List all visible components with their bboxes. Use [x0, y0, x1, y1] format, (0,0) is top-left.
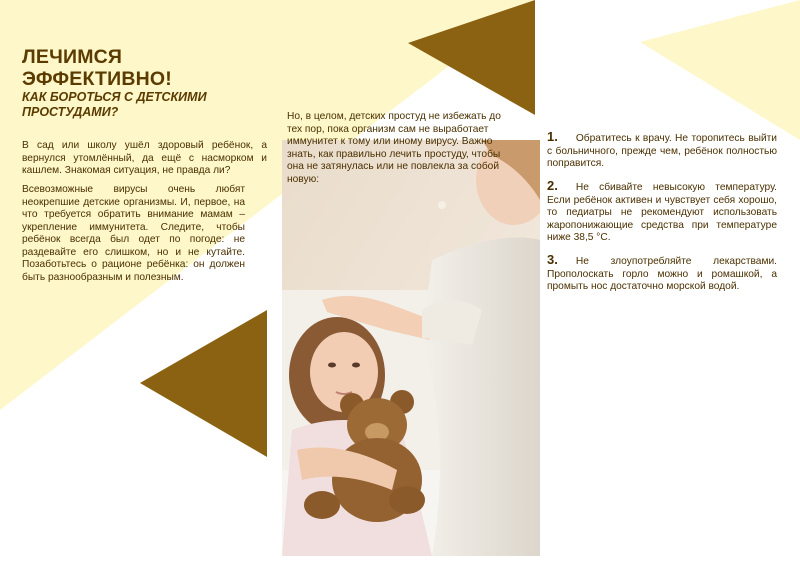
tip-number: 2. [547, 178, 558, 193]
tip-item-2 [547, 180, 777, 245]
tip-number: 1. [547, 129, 558, 144]
tip-text: Не сбивайте невысокую температуру. Если ребёнок активен и чувствует себя хорошо, то педиатры не рекомендуют использовать жаропонижающие средства при температуре ниже 38,5 °С. [547, 182, 777, 243]
middle-paragraph: Но, в целом, детских простуд не избежать до тех пор, пока организм сам не выработает иммунитет к тому или иному вирусу. Важно знать, как правильно лечить простуду, чтобы она не затянулась или не повлекла за собой новую: [287, 111, 501, 185]
photo-illustration [282, 140, 540, 556]
intro-paragraph: В сад или школу ушёл здоровый ребёнок, а вернулся утомлённый, да ещё с насморком и кашлем. Знакомая ситуация, не правда ли? [22, 140, 267, 176]
mother-and-sick-child-photo [282, 140, 540, 556]
cream-right-triangle [640, 0, 800, 140]
brown-bottom-triangle [140, 310, 267, 457]
title-line-2: ЭФФЕКТИВНО! [22, 68, 172, 90]
tip-item-1 [547, 131, 777, 171]
tip-number: 3. [547, 252, 558, 267]
immunity-paragraph: Всевозможные вирусы очень любят неокрепшие детские организмы. И, первое, на что требуется обратить внимание мамам – укрепление иммунитета. Следите, чтобы ребёнок всегда был одет по погоде: не раздевайте его слишком, но и не кутайте. Позаботьтесь о рационе ребёнка: он должен быть разнообразным и полезным. [22, 184, 245, 283]
page-subtitle: КАК БОРОТЬСЯ С ДЕТСКИМИ ПРОСТУДАМИ? [22, 90, 207, 119]
tip-text: Обратитесь к врачу. Не торопитесь выйти с больничного, прежде чем, ребёнок полностью поправится. [547, 133, 777, 169]
tip-text: Не злоупотребляйте лекарствами. Прополоскать горло можно и ромашкой, а промыть нос достаточно морской водой. [547, 256, 777, 292]
title-line-1: ЛЕЧИМСЯ [22, 46, 123, 68]
page-title [22, 46, 272, 90]
tip-item-3 [547, 254, 777, 294]
